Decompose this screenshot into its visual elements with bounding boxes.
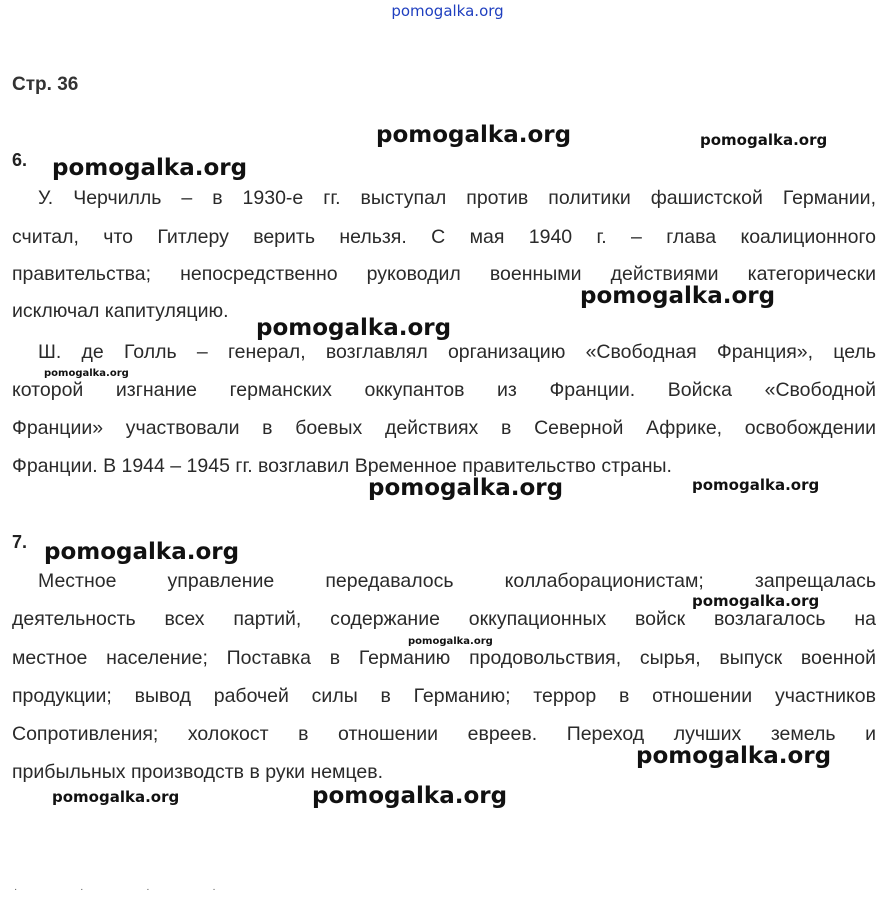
watermark: pomogalka.org (692, 592, 820, 610)
section7-line-3: местное население; Поставка в Германию продовольствия, сырья, выпуск военной (12, 647, 876, 669)
watermark: pomogalka.org (256, 315, 452, 341)
header-watermark: pomogalka.org (391, 2, 504, 20)
section6-line-2: считал, что Гитлеру верить нельзя. С мая 1940 г. – глава коалиционного (12, 226, 876, 248)
watermark: pomogalka.org (52, 155, 248, 181)
watermark: pomogalka.org (636, 743, 832, 769)
section6-line-1: У. Черчилль – в 1930-е гг. выступал против политики фашистской Германии, (38, 187, 876, 209)
watermark: pomogalka.org (44, 539, 240, 565)
bottom-scan-artifact: · · · · (14, 884, 246, 895)
watermark: pomogalka.org (692, 476, 820, 494)
watermark: pomogalka.org (408, 636, 493, 647)
item-number-7: 7. (12, 532, 28, 552)
section6-line-6: которой изгнание германских оккупантов из Франции. Войска «Свободной (12, 379, 876, 401)
section6-line-4: исключал капитуляцию. (12, 300, 229, 322)
watermark: pomogalka.org (312, 783, 508, 809)
section7-line-5: Сопротивления; холокост в отношении евреев. Переход лучших земель и (12, 723, 876, 745)
watermark: pomogalka.org (368, 475, 564, 501)
watermark: pomogalka.org (376, 122, 572, 148)
section7-line-2: деятельность всех партий, содержание оккупационных войск возлагалось на (12, 608, 876, 630)
watermark: pomogalka.org (580, 283, 776, 309)
section7-line-6: прибыльных производств в руки немцев. (12, 761, 384, 783)
watermark: pomogalka.org (700, 131, 828, 149)
page-number-label: Стр. 36 (12, 74, 79, 95)
section7-line-1: Местное управление передавалось коллаборационистам; запрещалась (38, 570, 876, 592)
item-number-6: 6. (12, 150, 28, 170)
section7-line-4: продукции; вывод рабочей силы в Германию; террор в отношении участников (12, 685, 876, 707)
section6-line-3: правительства; непосредственно руководил военными действиями категорически (12, 263, 876, 285)
section6-line-5: Ш. де Голль – генерал, возглавлял организацию «Свободная Франция», цель (38, 341, 876, 363)
watermark: pomogalka.org (52, 788, 180, 806)
section6-line-8: Франции. В 1944 – 1945 гг. возглавил Временное правительство страны. (12, 455, 672, 477)
watermark: pomogalka.org (44, 368, 129, 379)
section6-line-7: Франции» участвовали в боевых действиях в Северной Африке, освобождении (12, 417, 876, 439)
